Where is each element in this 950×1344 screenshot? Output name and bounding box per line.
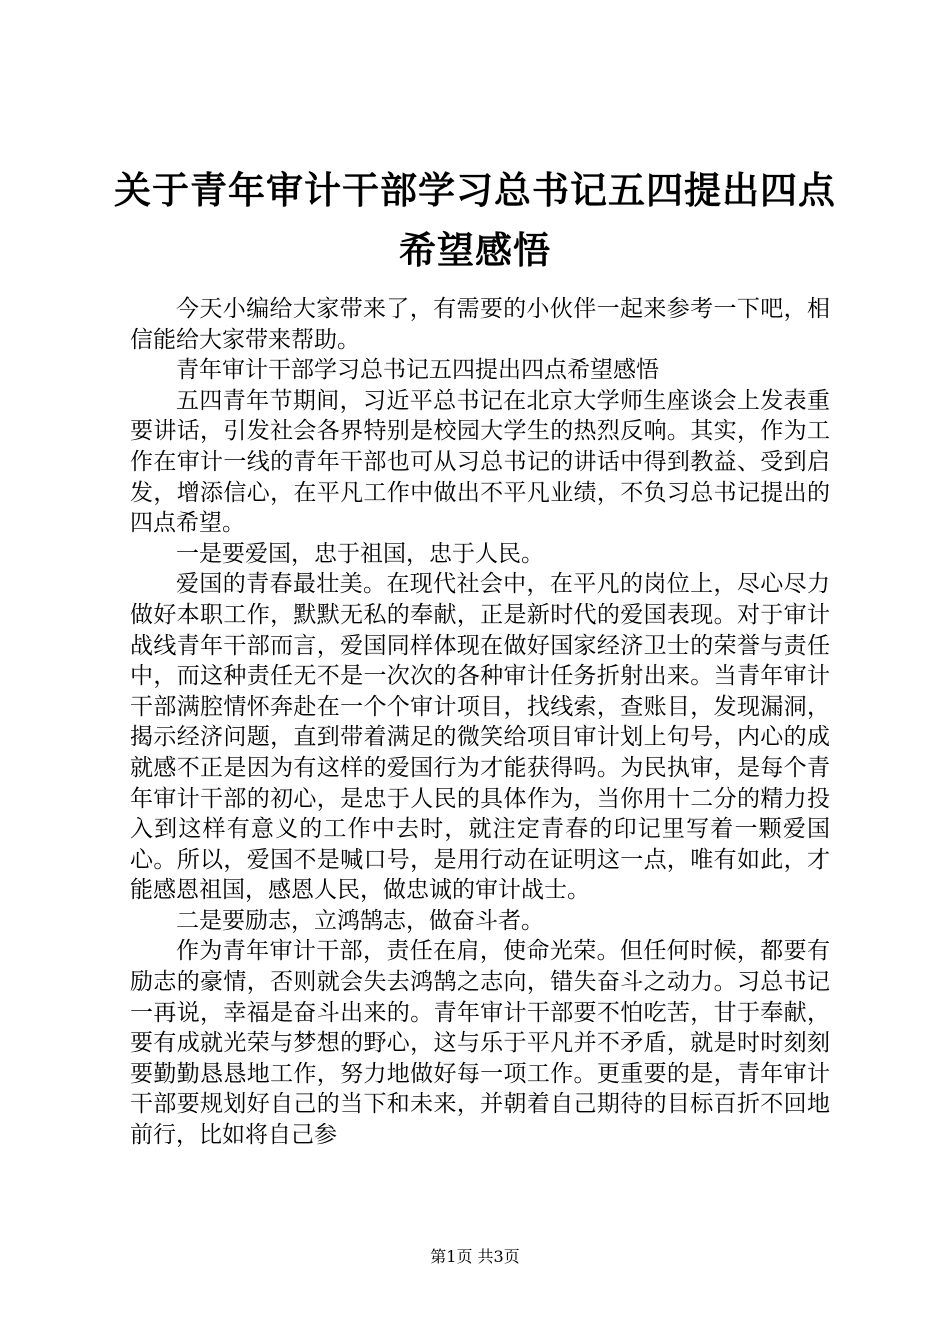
- document-body: [130, 294, 830, 1151]
- paragraph-heading-2: 二是要励志，立鸿鹄志，做奋斗者。: [176, 907, 544, 934]
- paragraph-intro: 今天小编给大家带来了，有需要的小伙伴一起来参考一下吧，相信能给大家带来帮助。: [130, 296, 830, 353]
- page-number-footer: 第1页 共3页: [430, 1247, 520, 1266]
- paragraph-patriotism: 爱国的青春最壮美。在现代社会中，在平凡的岗位上，尽心尽力做好本职工作，默默无私的奉献，正是新时代的爱国表现。对于审计战线青年干部而言，爱国同样体现在做好国家经济卫士的荣誉与责任中，而这种责任无不是一次次的各种审计任务折射出来。当青年审计干部满腔情怀奔赴在一个个审计项目，找线索，查账目，发现漏洞，揭示经济问题，直到带着满足的微笑给项目审计划上句号，内心的成就感不正是因为有这样的爱国行为才能获得吗。为民执审，是每个青年审计干部的初心，是忠于人民的具体作为，当你用十二分的精力投入到这样有意义的工作中去时，就注定青春的印记里写着一颗爱国心。所以，爱国不是喊口号，是用行动在证明这一点，唯有如此，才能感恩祖国，感恩人民，做忠诚的审计战士。: [130, 571, 830, 904]
- paragraph-subtitle: 青年审计干部学习总书记五四提出四点希望感悟: [176, 357, 659, 384]
- paragraph-ambition: 作为青年审计干部，责任在肩，使命光荣。但任何时候，都要有励志的豪情，否则就会失去鸿鹄之志向，错失奋斗之动力。习总书记一再说，幸福是奋斗出来的。青年审计干部要不怕吃苦，甘于奉献，要有成就光荣与梦想的野心，这与乐于平凡并不矛盾，就是时时刻刻要勤勤恳恳地工作，努力地做好每一项工作。更重要的是，青年审计干部要规划好自己的当下和未来，并朝着自己期待的目标百折不回地前行，比如将自己参: [130, 938, 830, 1149]
- paragraph-heading-1: 一是要爱国，忠于祖国，忠于人民。: [176, 540, 544, 567]
- document-title: 关于青年审计干部学习总书记五四提出四点希望感悟: [114, 168, 836, 272]
- paragraph-background: 五四青年节期间，习近平总书记在北京大学师生座谈会上发表重要讲话，引发社会各界特别是校园大学生的热烈反响。其实，作为工作在审计一线的青年干部也可从习总书记的讲话中得到教益、受到启发，增添信心，在平凡工作中做出不平凡业绩，不负习总书记提出的四点希望。: [130, 387, 830, 537]
